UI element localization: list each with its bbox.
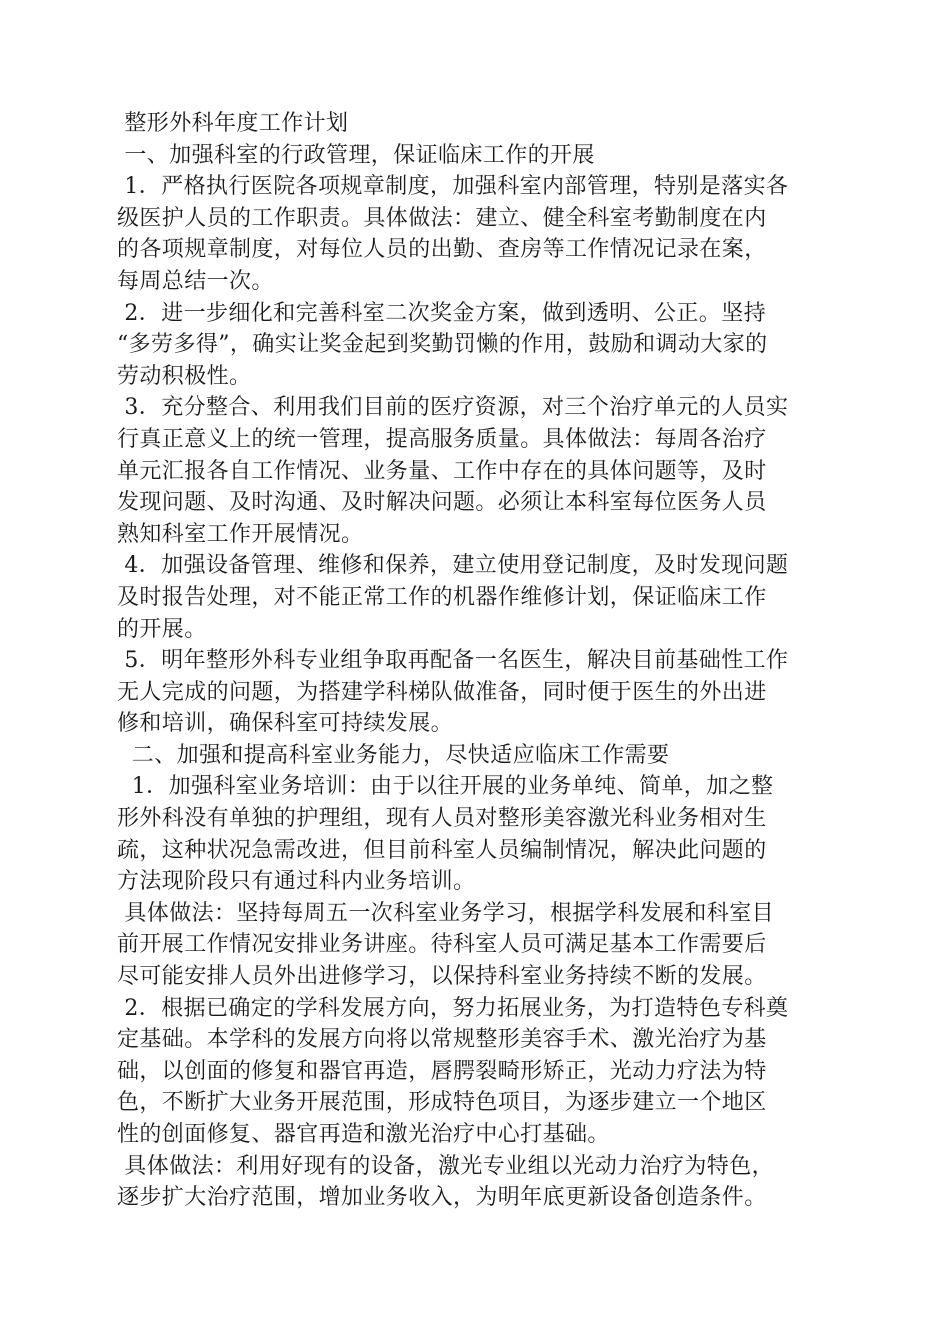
paragraph-line: 级医护人员的工作职责。具体做法：建立、健全科室考勤制度在内 xyxy=(117,205,767,231)
paragraph-line: 行真正意义上的统一管理，提高服务质量。具体做法：每周各治疗 xyxy=(117,426,767,452)
paragraph-line: 修和培训，确保科室可持续发展。 xyxy=(117,711,454,737)
paragraph-line: 2．根据已确定的学科发展方向，努力拓展业务，为打造特色专科奠 xyxy=(117,995,789,1021)
paragraph-line: 劳动积极性。 xyxy=(117,363,252,389)
paragraph-line: 具体做法：坚持每周五一次科室业务学习，根据学科发展和科室目 xyxy=(117,900,774,926)
paragraph-line: 4．加强设备管理、维修和保养，建立使用登记制度，及时发现问题 xyxy=(117,553,789,579)
paragraph-line: 的开展。 xyxy=(117,616,207,642)
paragraph-line: 方法现阶段只有通过科内业务培训。 xyxy=(117,869,476,895)
document-title: 整形外科年度工作计划 xyxy=(117,111,349,136)
paragraph-line: 熟知科室工作开展情况。 xyxy=(117,521,364,547)
paragraph-line: 单元汇报各自工作情况、业务量、工作中存在的具体问题等，及时 xyxy=(117,458,767,484)
paragraph-line: 无人完成的问题，为搭建学科梯队做准备，同时便于医生的外出进 xyxy=(117,679,767,705)
paragraph-line: 形外科没有单独的护理组，现有人员对整形美容激光科业务相对生 xyxy=(117,806,767,832)
paragraph-line: 1．加强科室业务培训：由于以往开展的业务单纯、简单，加之整 xyxy=(117,774,774,800)
paragraph-line: 前开展工作情况安排业务讲座。待科室人员可满足基本工作需要后 xyxy=(117,932,767,958)
paragraph-line: 及时报告处理，对不能正常工作的机器作维修计划，保证临床工作 xyxy=(117,584,767,610)
section-heading-2: 二、加强和提高科室业务能力，尽快适应临床工作需要 xyxy=(117,742,670,768)
paragraph-line: 逐步扩大治疗范围，增加业务收入，为明年底更新设备创造条件。 xyxy=(117,1185,767,1211)
document-body xyxy=(117,108,837,1214)
paragraph-line: 的各项规章制度，对每位人员的出勤、查房等工作情况记录在案， xyxy=(117,237,767,263)
paragraph-line: 定基础。本学科的发展方向将以常规整形美容手术、激光治疗为基 xyxy=(117,1027,767,1053)
paragraph-line: 5．明年整形外科专业组争取再配备一名医生，解决目前基础性工作 xyxy=(117,648,789,674)
paragraph-line: 性的创面修复、器官再造和激光治疗中心打基础。 xyxy=(117,1122,610,1147)
paragraph-line: 色，不断扩大业务开展范围，形成特色项目，为逐步建立一个地区 xyxy=(117,1090,767,1116)
paragraph-line: 尽可能安排人员外出进修学习，以保持科室业务持续不断的发展。 xyxy=(117,964,767,990)
section-heading-1: 一、加强科室的行政管理，保证临床工作的开展 xyxy=(117,142,595,168)
paragraph-line: 每周总结一次。 xyxy=(117,268,274,294)
paragraph-line: “多劳多得”，确实让奖金起到奖勤罚懒的作用，鼓励和调动大家的 xyxy=(117,332,768,358)
paragraph-line: 具体做法：利用好现有的设备，激光专业组以光动力治疗为特色， xyxy=(117,1153,774,1179)
paragraph-line: 疏，这种状况急需改进，但目前科室人员编制情况，解决此问题的 xyxy=(117,837,767,863)
paragraph-line: 础，以创面的修复和器官再造，唇腭裂畸形矫正，光动力疗法为特 xyxy=(117,1058,767,1084)
paragraph-line: 3．充分整合、利用我们目前的医疗资源，对三个治疗单元的人员实 xyxy=(117,395,789,421)
paragraph-line: 2．进一步细化和完善科室二次奖金方案，做到透明、公正。坚持 xyxy=(117,300,766,326)
paragraph-line: 发现问题、及时沟通、及时解决问题。必须让本科室每位医务人员 xyxy=(117,490,767,516)
paragraph-line: 1．严格执行医院各项规章制度，加强科室内部管理，特别是落实各 xyxy=(117,174,789,200)
